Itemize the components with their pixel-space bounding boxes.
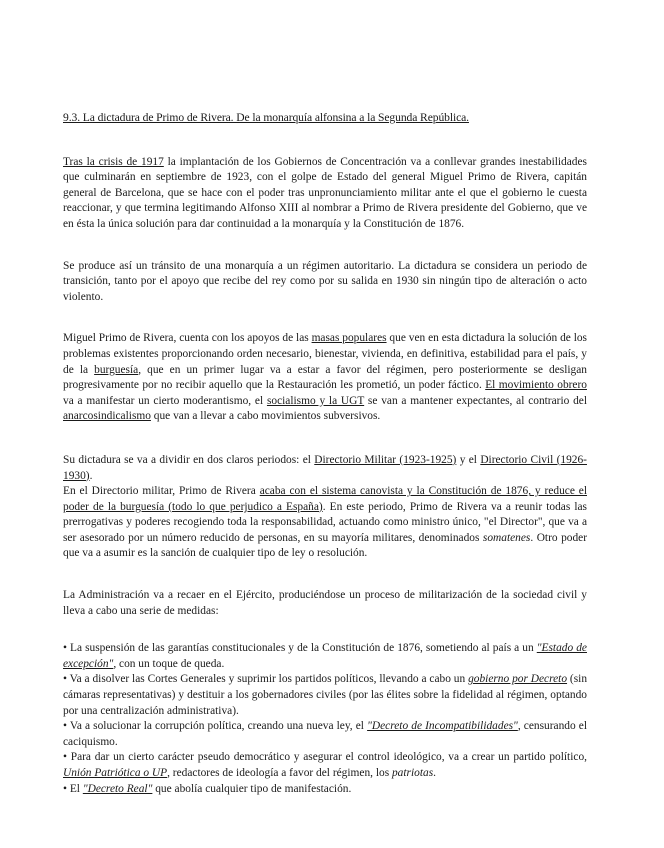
paragraph-periods — [63, 453, 587, 484]
text-run: En el Directorio militar, Primo de Rivera — [63, 485, 260, 498]
paragraph-transition: Se produce así un tránsito de una monarquía a un régimen autoritario. La dictadura se considera un periodo de transición, tanto por el apoyo que recibe del rey como por su salida en 1930 sin ningún tipo de alteración o acto violento. — [63, 259, 587, 303]
underlined-phrase: socialismo y la UGT — [266, 394, 365, 407]
list-item — [63, 750, 587, 781]
italic-term: patriotas — [391, 767, 434, 779]
underlined-italic-phrase: Unión Patriótica o UP — [63, 767, 168, 779]
text-run: se van a mantener expectantes, al contrario del — [364, 394, 588, 407]
text-run: . — [89, 469, 93, 482]
list-item — [63, 641, 587, 672]
paragraph-supports — [63, 331, 587, 425]
underlined-phrase: burguesía — [94, 363, 139, 376]
text-run: va a manifestar un cierto moderantismo, el — [63, 394, 267, 407]
section-title: 9.3. La dictadura de Primo de Rivera. De la monarquía alfonsina a la Segunda República. — [63, 111, 469, 124]
underlined-phrase: Directorio Militar (1923-1925) — [314, 453, 457, 466]
text-run: . En este periodo, Primo de Rivera va a reunir todas las prerrogativas y poderes recogiendo toda la responsabilidad, actuando como ministro único, "el Director", que va a ser asesorado por un número reducido de personas, en su mayoría militares, denominados — [63, 500, 587, 544]
paragraph-text: la implantación de los Gobiernos de Concentración va a conllevar grandes inestabilidades que culminarán en septiembre de 1923, con el golpe de Estado del general Miguel Primo de Rivera, capitán general de Barcelona, que se hace con el poder tras unpronunciamiento militar ante el que el gobierno le cuesta reaccionar, y que termina legitimando Alfonso XIII al nombrar a Primo de Rivera presidente del Gobierno, que ve en ésta la única solución para dar continuidad a la monarquía y la Constitución de 1876. — [63, 155, 587, 230]
italic-term: somatenes — [482, 531, 531, 544]
text-run: • La suspensión de las garantías constitucionales y de la Constitución de 1876, sometiendo al país a un — [63, 642, 537, 655]
text-run: • El — [63, 782, 83, 795]
text-run: , que en un primer lugar va a estar a favor del régimen, pero posteriormente se desligan progresivamente por no recibir aquello que la Restauración les prometió, un poder fáctico. — [63, 363, 587, 392]
text-run: (sin cámaras representativas) y destituir a los gobernadores civiles (por las élites sobre la fidelidad al régimen, optando por una centralización administrativa). — [63, 673, 588, 717]
text-run: , con un toque de queda. — [113, 657, 225, 670]
underlined-italic-phrase: "Decreto Real" — [82, 782, 153, 795]
paragraph-directorio-militar — [63, 484, 587, 562]
text-run: , redactores de ideología a favor del régimen, los — [167, 767, 392, 779]
text-run: • Va a disolver las Cortes Generales y suprimir los partidos políticos, llevando a cabo un — [63, 673, 469, 686]
document-page — [63, 110, 587, 797]
text-run: Miguel Primo de Rivera, cuenta con los apoyos de las — [63, 332, 312, 345]
text-run: • Para dar un cierto carácter pseudo democrático y asegurar el control ideológico, va a crear un partido político, — [63, 751, 587, 764]
text-run: , censurando el caciquismo. — [63, 720, 587, 748]
text-run: y el — [456, 453, 481, 466]
underlined-italic-phrase: gobierno por Decreto — [468, 673, 568, 686]
paragraph-administration: La Administración va a recaer en el Ejército, produciéndose un proceso de militarización de la sociedad civil y lleva a cabo una serie de medidas: — [63, 589, 587, 617]
text-run: . — [433, 767, 436, 779]
list-item — [63, 719, 587, 750]
text-run: Su dictadura se va a dividir en dos claros periodos: el — [63, 453, 315, 466]
underlined-phrase: El movimiento obrero — [485, 379, 587, 392]
underlined-italic-phrase: "Estado de excepción" — [63, 642, 587, 670]
list-item — [63, 672, 587, 719]
underlined-phrase: masas populares — [311, 332, 387, 345]
underlined-phrase: acaba con el sistema canovista y la Constitución de 1876, y reduce el poder de la burguesía (todo lo que perjudico a España) — [63, 485, 587, 513]
paragraph-crisis-1917 — [63, 155, 587, 233]
underlined-italic-phrase: "Decreto de Incompatibilidades" — [367, 720, 518, 733]
underlined-phrase: anarcosindicalismo — [63, 410, 151, 423]
underlined-phrase: Directorio Civil (1926-1930) — [63, 453, 587, 482]
text-run: . Otro poder que va a asumir es la sanción de cualquier tipo de ley o resolución. — [63, 531, 588, 560]
text-run: que van a llevar a cabo movimientos subversivos. — [150, 410, 381, 423]
list-item — [63, 782, 587, 798]
measures-list — [63, 641, 587, 797]
text-run: • Va a solucionar la corrupción política, creando una nueva ley, el — [63, 720, 368, 733]
text-run: que abolía cualquier tipo de manifestación. — [152, 782, 352, 795]
underlined-phrase: Tras la crisis de 1917 — [63, 155, 164, 168]
text-run: que ven en esta dictadura la solución de los problemas existentes proporcionando orden necesario, bienestar, vivienda, en definitiva, estabilidad para el país, y de la — [63, 332, 587, 376]
